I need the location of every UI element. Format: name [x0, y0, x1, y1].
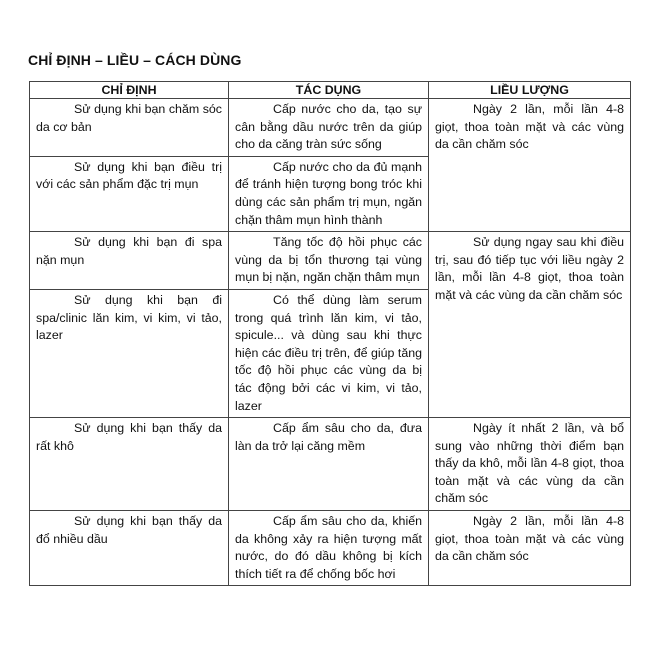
page-title: CHỈ ĐỊNH – LIỀU – CÁCH DÙNG — [28, 52, 242, 68]
table-row — [30, 418, 631, 511]
table-row — [30, 232, 631, 290]
indication-cell: Sử dụng khi bạn đi spa nặn mụn — [30, 232, 229, 290]
dosage-cell: Ngày ít nhất 2 lần, và bổ sung vào những thời điểm bạn thấy da khô, mỗi lần 4-8 giọt, thoa toàn mặt và các vùng da cần chăm sóc — [429, 418, 631, 511]
dosage-cell: Sử dụng ngay sau khi điều trị, sau đó tiếp tục với liều ngày 2 lần, mỗi lần 4-8 giọt, thoa toàn mặt và các vùng da cần chăm sóc — [429, 232, 631, 418]
header-dosage: LIỀU LƯỢNG — [429, 82, 631, 99]
table-header-row — [30, 82, 631, 99]
effect-cell: Cấp nước cho da, tạo sự cân bằng dầu nước trên da giúp cho da căng tràn sức sống — [229, 99, 429, 157]
indication-cell: Sử dụng khi bạn thấy da rất khô — [30, 418, 229, 511]
indication-cell: Sử dụng khi bạn đi spa/clinic lăn kim, vi kim, vi tảo, lazer — [30, 289, 229, 417]
header-effect: TÁC DỤNG — [229, 82, 429, 99]
indication-table — [29, 81, 631, 586]
effect-cell: Tăng tốc độ hồi phục các vùng da bị tổn thương tại vùng mụn bị nặn, ngăn chặn thâm mụn — [229, 232, 429, 290]
indication-cell: Sử dụng khi bạn điều trị với các sản phẩm đặc trị mụn — [30, 156, 229, 231]
effect-cell: Có thể dùng làm serum trong quá trình lăn kim, vi tảo, spicule... và dùng sau khi thực hiện các điều trị trên, để giúp tăng tốc độ hồi phục các vùng da bị tác động bởi các vi kim, vi tảo, lazer — [229, 289, 429, 417]
effect-cell: Cấp ẩm sâu cho da, khiến da không xảy ra hiện tượng mất nước, do đó dầu không bị kích thích tiết ra để chống bốc hơi — [229, 511, 429, 586]
effect-cell: Cấp nước cho da đủ mạnh để tránh hiện tượng bong tróc khi dùng các sản phẩm trị mụn, ngăn chặn thâm mụn hình thành — [229, 156, 429, 231]
effect-cell: Cấp ẩm sâu cho da, đưa làn da trở lại căng mềm — [229, 418, 429, 511]
dosage-cell: Ngày 2 lần, mỗi lần 4-8 giọt, thoa toàn mặt và các vùng da cần chăm sóc — [429, 511, 631, 586]
indication-cell: Sử dụng khi bạn thấy da đổ nhiều dầu — [30, 511, 229, 586]
header-indication: CHỈ ĐỊNH — [30, 82, 229, 99]
table-row — [30, 511, 631, 586]
dosage-cell: Ngày 2 lần, mỗi lần 4-8 giọt, thoa toàn mặt và các vùng da cần chăm sóc — [429, 99, 631, 232]
table-row — [30, 99, 631, 157]
indication-cell: Sử dụng khi bạn chăm sóc da cơ bản — [30, 99, 229, 157]
